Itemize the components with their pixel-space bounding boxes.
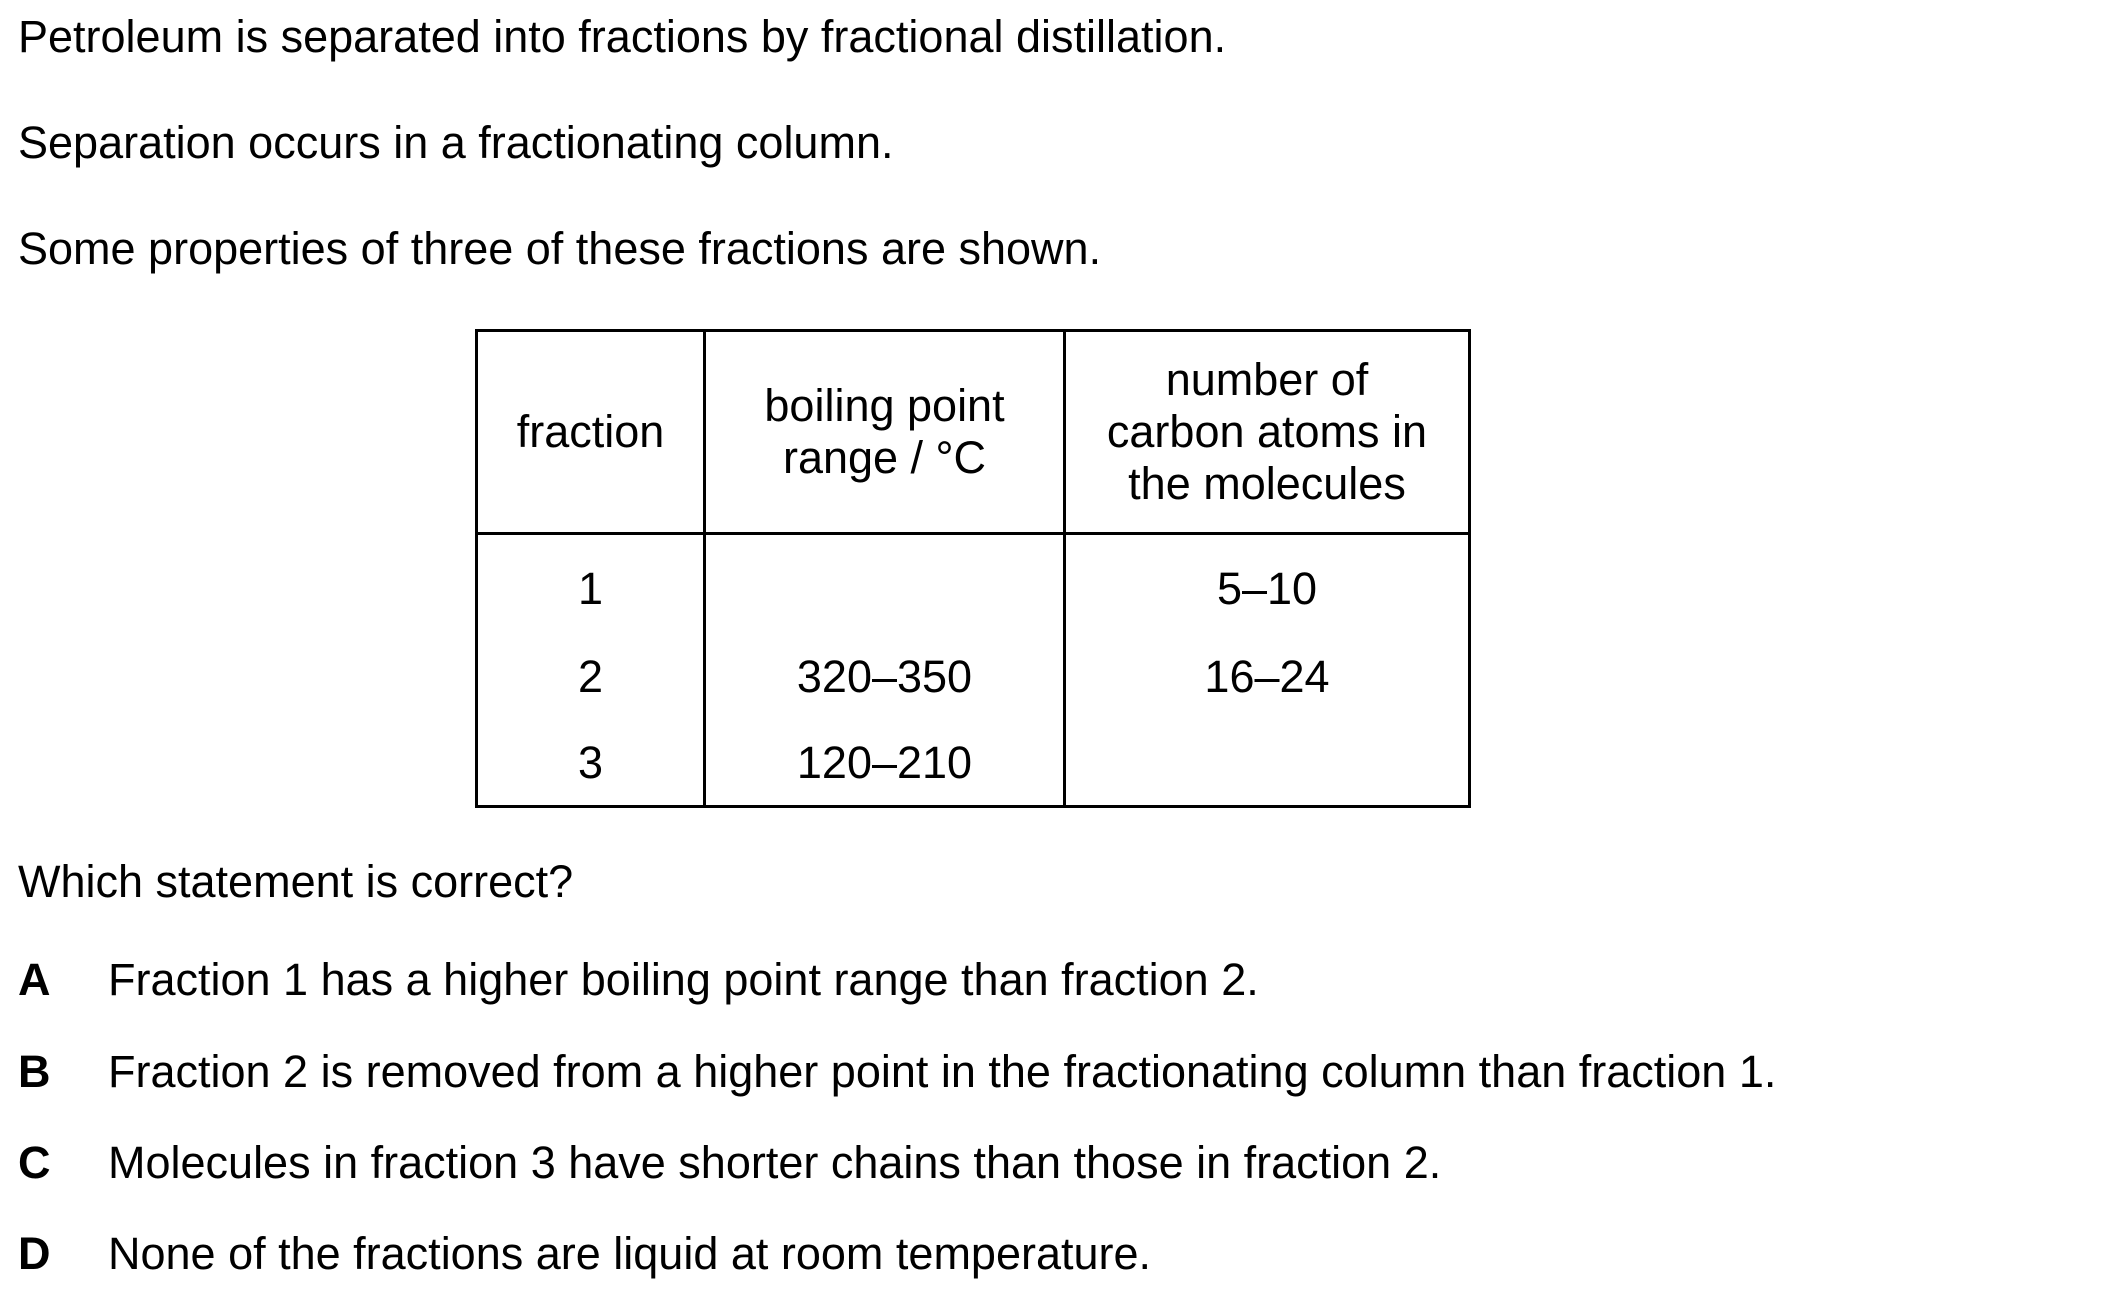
cell-fraction: 3 [477, 721, 705, 807]
fraction-properties-table [475, 329, 1471, 808]
option-letter: C [18, 1137, 51, 1188]
option-letter: B [18, 1046, 51, 1097]
cell-boiling [705, 534, 1065, 634]
header-boiling-point [705, 331, 1065, 534]
option-letter: D [18, 1228, 51, 1279]
intro-line-2: Separation occurs in a fractionating column. [18, 117, 894, 168]
header-carbon-line-1: number of [1165, 354, 1369, 405]
option-text: Molecules in fraction 3 have shorter chains than those in fraction 2. [108, 1137, 1442, 1188]
intro-line-1: Petroleum is separated into fractions by fractional distillation. [18, 11, 1227, 62]
cell-carbon [1065, 721, 1470, 807]
cell-boiling: 320–350 [705, 633, 1065, 721]
option-letter: A [18, 954, 51, 1005]
header-fraction [477, 331, 705, 534]
option-text: Fraction 2 is removed from a higher point in the fractionating column than fraction 1. [108, 1046, 1777, 1097]
header-boiling-line-2: range / °C [782, 432, 987, 483]
cell-fraction: 2 [477, 633, 705, 721]
table-row [477, 534, 1470, 634]
table-row [477, 721, 1470, 807]
cell-fraction: 1 [477, 534, 705, 634]
intro-line-3: Some properties of three of these fractions are shown. [18, 223, 1102, 274]
header-carbon-line-3: the molecules [1128, 458, 1406, 509]
header-fraction-label: fraction [516, 406, 665, 457]
cell-carbon: 16–24 [1065, 633, 1470, 721]
option-text: Fraction 1 has a higher boiling point range than fraction 2. [108, 954, 1259, 1005]
table-row [477, 633, 1470, 721]
option-text: None of the fractions are liquid at room temperature. [108, 1228, 1152, 1279]
table-header-row [477, 331, 1470, 534]
header-boiling-line-1: boiling point [764, 380, 1005, 431]
header-carbon-line-2: carbon atoms in [1106, 406, 1428, 457]
question-text: Which statement is correct? [18, 856, 574, 907]
cell-boiling: 120–210 [705, 721, 1065, 807]
cell-carbon: 5–10 [1065, 534, 1470, 634]
header-carbon-atoms [1065, 331, 1470, 534]
